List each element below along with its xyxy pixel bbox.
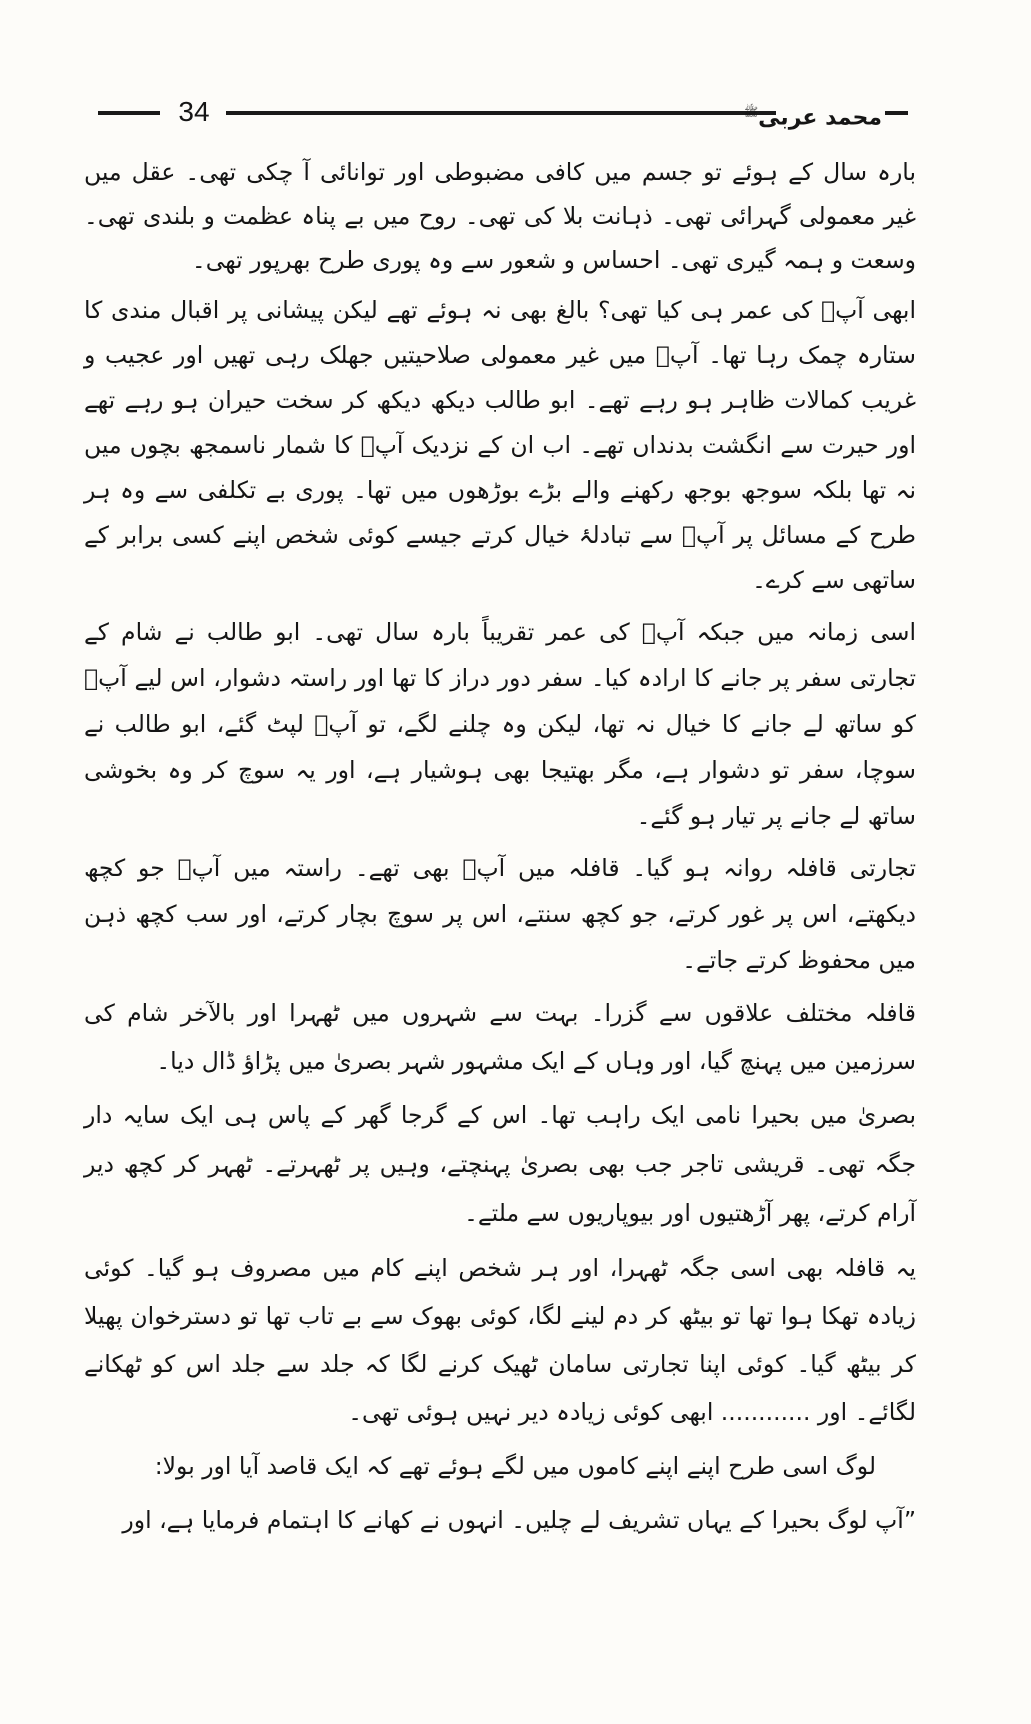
header-rule-right bbox=[885, 111, 908, 115]
book-title bbox=[743, 92, 882, 138]
paragraph-5: قافلہ مختلف علاقوں سے گزرا۔ بہت سے شہروں میں ٹھہرا اور بالآخر شام کی سرزمین میں پہنچ گیا، اور وہاں کے ایک مشہور شہر بصریٰ میں پڑاؤ ڈال دیا۔ bbox=[84, 999, 916, 1075]
paragraph-8: لوگ اسی طرح اپنے اپنے کاموں میں لگے ہوئے تھے کہ ایک قاصد آیا اور بولا: bbox=[154, 1452, 876, 1480]
paragraph-3: اسی زمانہ میں جبکہ آپؐ کی عمر تقریباً بارہ سال تھی۔ ابو طالب نے شام کے تجارتی سفر پر جانے کا ارادہ کیا۔ سفر دور دراز کا تھا اور راستہ دشوار، اس لیے آپؐ کو ساتھ لے جانے کا خیال نہ تھا، لیکن وہ چلنے لگے، تو آپؐ لپٹ گئے، ابو طالب نے سوچا، سفر تو دشوار ہے، مگر بھتیجا بھی ہوشیار ہے، اور یہ سوچ کر وہ بخوشی ساتھ لے جانے پر تیار ہو گئے۔ bbox=[84, 618, 916, 830]
page-number: 34 bbox=[178, 96, 210, 127]
header-rule-left bbox=[98, 111, 160, 115]
paragraph-2: ابھی آپؐ کی عمر ہی کیا تھی؟ بالغ بھی نہ ہوئے تھے لیکن پیشانی پر اقبال مندی کا ستارہ چمک رہا تھا۔ آپؐ میں غیر معمولی صلاحیتیں جھلک رہی تھیں اور عجیب و غریب کمالات ظاہر ہو رہے تھے۔ ابو طالب دیکھ دیکھ کر سخت حیران ہو رہے تھے اور حیرت سے انگشت بدنداں تھے۔ اب ان کے نزدیک آپؐ کا شمار ناسمجھ بچوں میں نہ تھا بلکہ سوجھ بوجھ رکھنے والے بڑے بوڑھوں میں تھا۔ پوری بے تکلفی سے وہ ہر طرح کے مسائل پر آپؐ سے تبادلۂ خیال کرتے جیسے کوئی شخص اپنے کسی برابر کے ساتھی سے کرے۔ bbox=[84, 296, 916, 594]
paragraph-1: بارہ سال کے ہوئے تو جسم میں کافی مضبوطی اور توانائی آ چکی تھی۔ عقل میں غیر معمولی گہرائی تھی۔ ذہانت بلا کی تھی۔ روح میں بے پناہ عظمت و بلندی تھی۔ وسعت و ہمہ گیری تھی۔ احساس و شعور سے وہ پوری طرح بھرپور تھی۔ bbox=[84, 158, 916, 274]
paragraph-4: تجارتی قافلہ روانہ ہو گیا۔ قافلہ میں آپؐ بھی تھے۔ راستہ میں آپؐ جو کچھ دیکھتے، اس پر غور کرتے، جو کچھ سنتے، اس پر سوچ بچار کرتے، اور سب کچھ ذہن میں محفوظ کرتے جاتے۔ bbox=[84, 854, 916, 974]
book-title-text: محمد عربی bbox=[758, 105, 882, 131]
honorific-mark: ﷺ bbox=[743, 105, 759, 119]
paragraph-7: یہ قافلہ بھی اسی جگہ ٹھہرا، اور ہر شخص اپنے کام میں مصروف ہو گیا۔ کوئی زیادہ تھکا ہوا تھا تو بیٹھ کر دم لینے لگا، کوئی بھوک سے بے تاب تھا تو دسترخوان پھیلا کر بیٹھ گیا۔ کوئی اپنا تجارتی سامان ٹھیک کرنے لگا کہ جلد سے جلد اس کو ٹھکانے لگائے۔ اور ............ ابھی کوئی زیادہ دیر نہیں ہوئی تھی۔ bbox=[84, 1254, 916, 1426]
paragraph-6: بصریٰ میں بحیرا نامی ایک راہب تھا۔ اس کے گرجا گھر کے پاس ہی ایک سایہ دار جگہ تھی۔ قریشی تاجر جب بھی بصریٰ پہنچتے، وہیں پر ٹھہرتے۔ ٹھہر کر کچھ دیر آرام کرتے، پھر آڑھتیوں اور بیوپاریوں سے ملتے۔ bbox=[84, 1101, 916, 1227]
header-rule-middle bbox=[226, 111, 776, 115]
paragraph-9: ”آپ لوگ بحیرا کے یہاں تشریف لے چلیں۔ انہوں نے کھانے کا اہتمام فرمایا ہے، اور bbox=[122, 1506, 916, 1534]
page-header bbox=[98, 92, 908, 132]
page-body bbox=[84, 150, 916, 1544]
